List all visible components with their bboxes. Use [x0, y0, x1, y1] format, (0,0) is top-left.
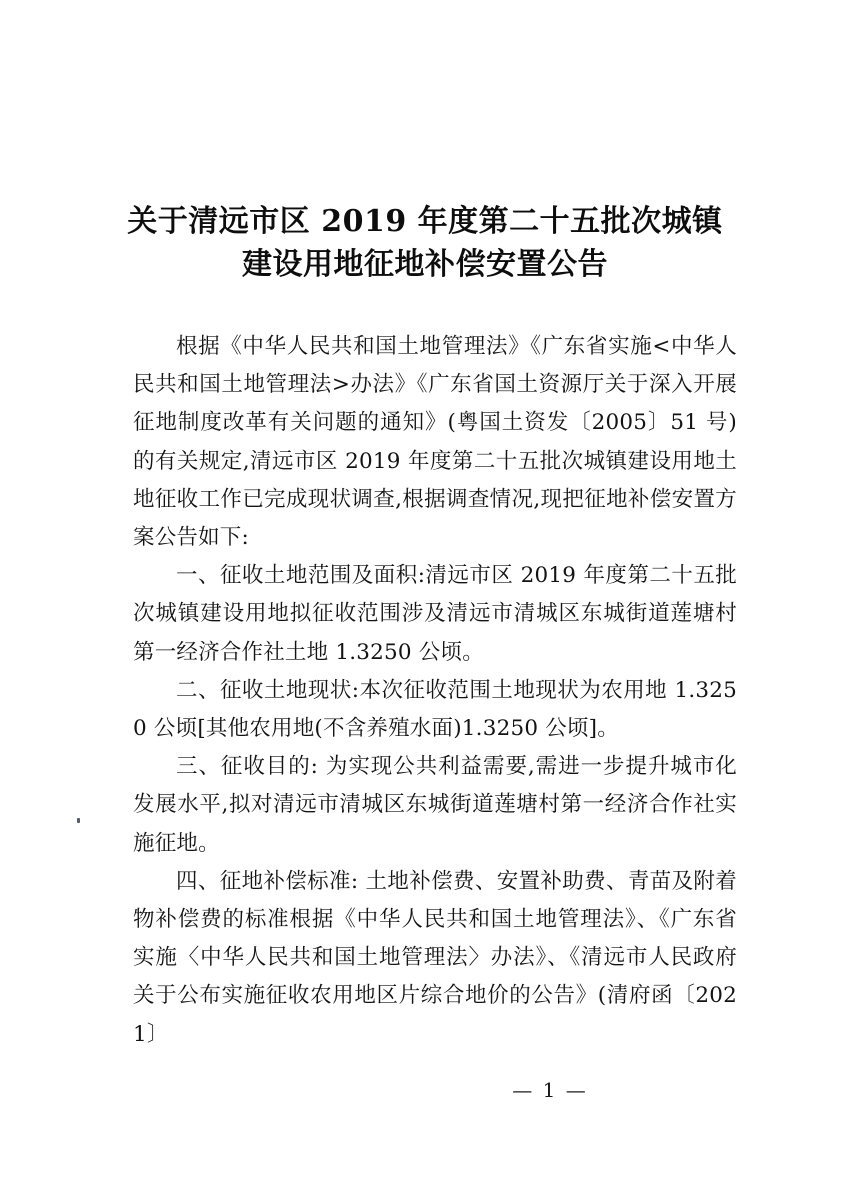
page-title-line-2: 建设用地征地补偿安置公告	[242, 247, 608, 282]
scan-artifact-speck	[77, 818, 80, 823]
paragraph-item-two: 二、征收土地现状:本次征收范围土地现状为农用地 1.3250 公顷[其他农用地(不含养殖水面)1.3250 公顷]。	[133, 677, 737, 742]
page-title-line-1: 关于清远市区 2019 年度第二十五批次城镇	[127, 204, 723, 239]
paragraph-preamble: 根据《中华人民共和国土地管理法》《广东省实施<中华人民共和国土地管理法>办法》《广东省国土资源厅关于深入开展征地制度改革有关问题的通知》(粤国土资发〔2005〕51 号)的有关规定,清远市区 2019 年度第二十五批次城镇建设用地土地征收工作已完成现状调查,根据调查情况,现把征地补偿安置方案公告如下:	[133, 334, 737, 551]
document-body	[133, 328, 737, 1054]
paragraph-item-four: 四、征地补偿标准: 土地补偿费、安置补助费、青苗及附着物补偿费的标准根据《中华人民共和国土地管理法》、《广东省实施〈中华人民共和国土地管理法〉办法》、《清远市人民政府关于公布实施征收农用地区片综合地价的公告》(清府函〔2021〕	[133, 868, 737, 1047]
paragraph-item-three: 三、征收目的: 为实现公共利益需要,需进一步提升城市化发展水平,拟对清远市清城区东城街道莲塘村第一经济合作社实施征地。	[133, 754, 737, 856]
page-title	[105, 200, 745, 286]
paragraph-item-one: 一、征收土地范围及面积:清远市区 2019 年度第二十五批次城镇建设用地拟征收范围涉及清远市清城区东城街道莲塘村第一经济合作社土地 1.3250 公顷。	[133, 563, 737, 665]
page-number-footer: — 1 —	[512, 1078, 588, 1102]
